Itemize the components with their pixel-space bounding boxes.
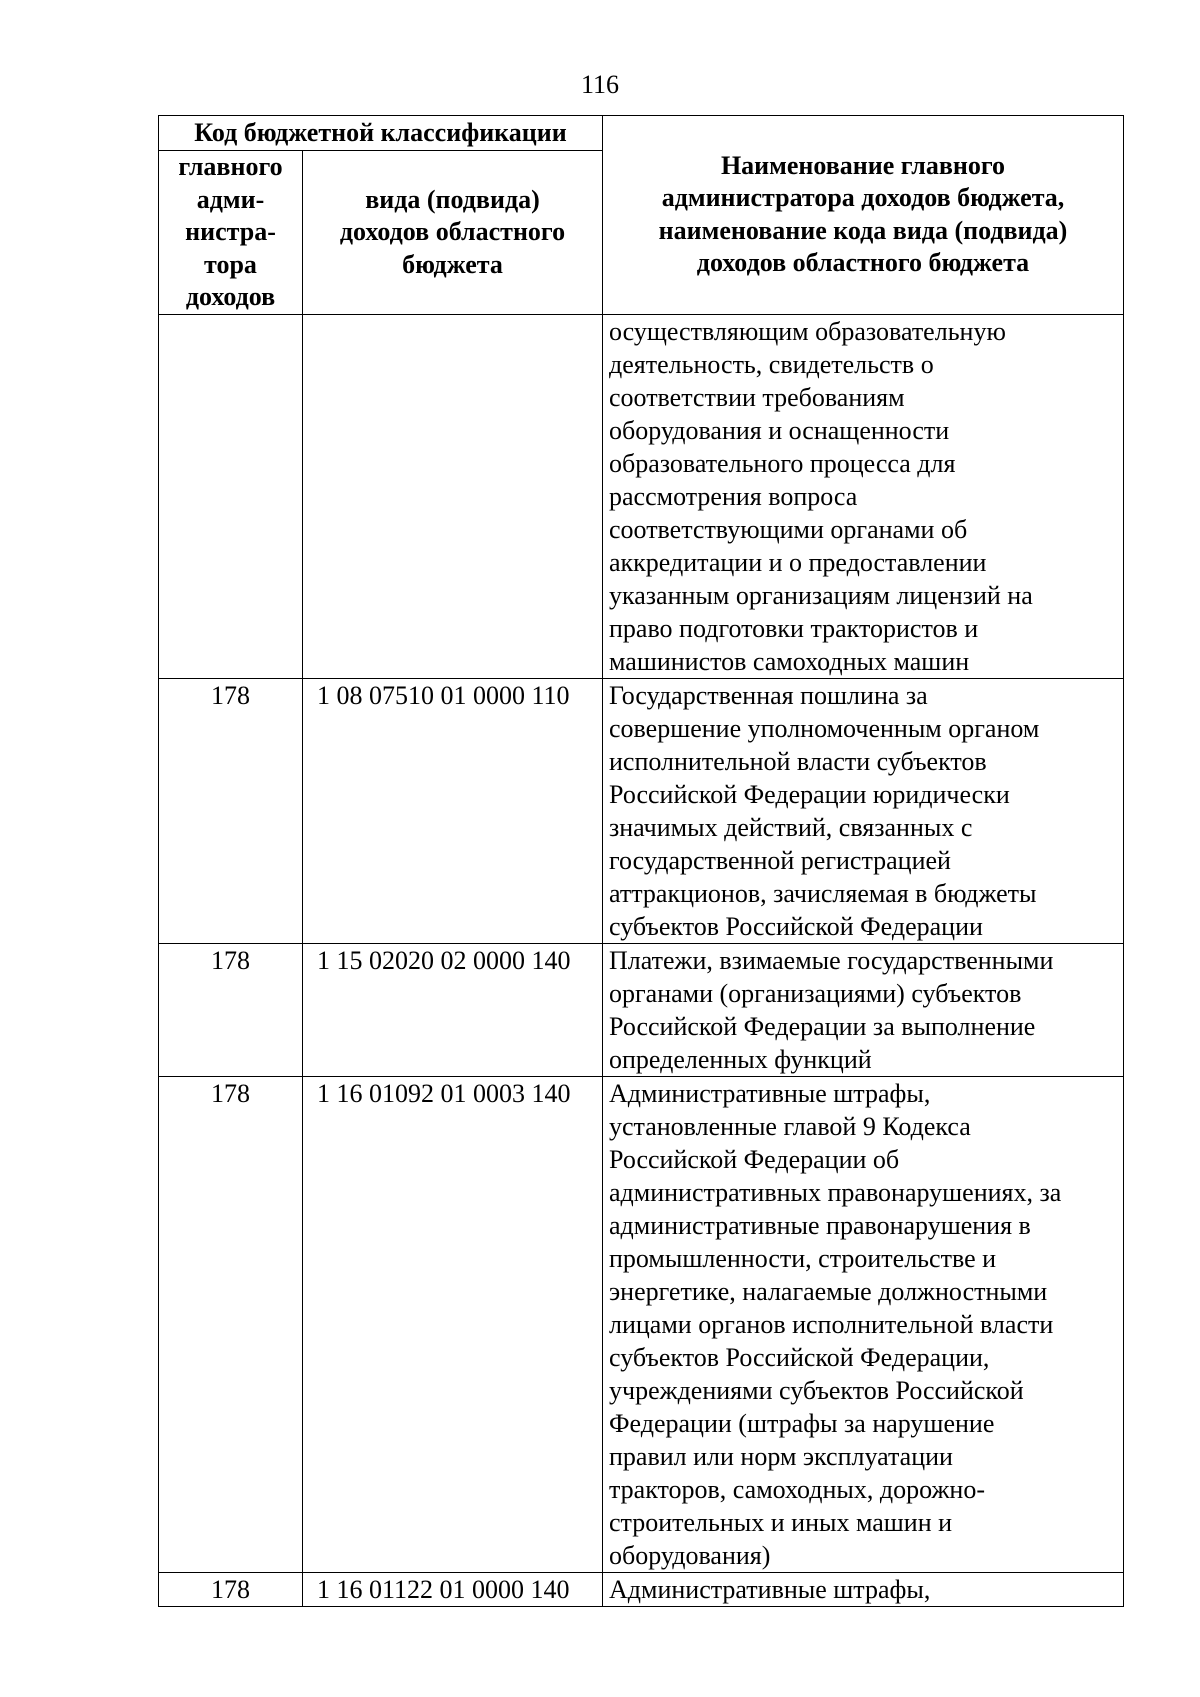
- header-code-line: бюджета: [402, 249, 503, 279]
- income-name-cell: [603, 314, 1124, 678]
- admin-code-cell: [159, 314, 303, 678]
- header-code-line: доходов областного: [339, 217, 566, 246]
- header-name-line: администратора доходов бюджета,: [661, 183, 1065, 213]
- header-budget-classification-code: Код бюджетной классификации: [159, 116, 603, 151]
- income-code-cell: 1 16 01122 01 0000 140: [303, 1572, 603, 1606]
- income-name-cell: [603, 1572, 1124, 1606]
- header-name-line: доходов областного бюджета: [696, 248, 1030, 278]
- income-name-line: субъектов Российской Федерации: [609, 911, 983, 941]
- income-name-line: лицами органов исполнительной власти: [609, 1309, 1054, 1339]
- income-name-line: Административные штрафы,: [609, 1574, 931, 1604]
- income-name-line: Платежи, взимаемые государственными: [609, 945, 1054, 975]
- header-admin-line: доходов: [185, 282, 276, 311]
- header-admin-line: главного: [178, 152, 283, 181]
- table-row: [159, 678, 1124, 943]
- income-name-line: промышленности, строительстве и: [609, 1243, 997, 1273]
- page-number: 116: [580, 70, 620, 99]
- income-name-line: установленные главой 9 Кодекса: [609, 1111, 971, 1141]
- income-name-line: административные правонарушения в: [609, 1210, 1031, 1240]
- income-name-line: Федерации (штрафы за нарушение: [609, 1408, 995, 1438]
- income-code-cell: [303, 314, 603, 678]
- income-name-line: Российской Федерации за выполнение: [609, 1011, 1036, 1041]
- income-code-cell: 1 16 01092 01 0003 140: [303, 1076, 603, 1572]
- income-name-line: органами (организациями) субъектов: [609, 978, 1022, 1008]
- income-name-line: соответствии требованиям: [609, 382, 905, 412]
- income-code-cell: 1 15 02020 02 0000 140: [303, 943, 603, 1076]
- income-name-line: оборудования): [609, 1540, 771, 1570]
- income-name-line: указанным организациям лицензий на: [609, 580, 1033, 610]
- income-name-line: машинистов самоходных машин: [609, 646, 970, 676]
- income-name-line: значимых действий, связанных с: [609, 812, 973, 842]
- income-name-line: энергетике, налагаемые должностными: [609, 1276, 1048, 1306]
- income-name-line: строительных и иных машин и: [609, 1507, 953, 1537]
- income-name-line: Российской Федерации об: [609, 1144, 900, 1174]
- table-row: [159, 1572, 1124, 1606]
- admin-code-cell: 178: [159, 1076, 303, 1572]
- income-name-cell: [603, 1076, 1124, 1572]
- table-row: [159, 943, 1124, 1076]
- budget-classification-table: [158, 115, 1124, 1607]
- header-name-line: Наименование главного: [720, 150, 1006, 180]
- income-name-line: субъектов Российской Федерации,: [609, 1342, 990, 1372]
- income-name-line: право подготовки трактористов и: [609, 613, 979, 643]
- income-name-line: Государственная пошлина за: [609, 680, 928, 710]
- header-name-column: [603, 116, 1124, 315]
- admin-code-cell: 178: [159, 1572, 303, 1606]
- income-name-line: учреждениями субъектов Российской: [609, 1375, 1024, 1405]
- income-name-line: оборудования и оснащенности: [609, 415, 950, 445]
- income-name-line: тракторов, самоходных, дорожно-: [609, 1474, 985, 1504]
- admin-code-cell: 178: [159, 943, 303, 1076]
- header-admin-line: адми-: [196, 184, 265, 214]
- income-name-cell: [603, 943, 1124, 1076]
- income-name-line: образовательного процесса для: [609, 448, 956, 478]
- income-name-line: рассмотрения вопроса: [609, 481, 858, 511]
- income-name-line: совершение уполномоченным органом: [609, 713, 1040, 743]
- header-row-group: [159, 116, 1124, 151]
- header-admin-line: тора: [204, 249, 257, 279]
- income-name-line: Российской Федерации юридически: [609, 779, 1010, 809]
- table-row: [159, 314, 1124, 678]
- income-name-line: аттракционов, зачисляемая в бюджеты: [609, 878, 1037, 908]
- income-name-line: деятельность, свидетельств о: [609, 349, 934, 379]
- income-name-line: соответствующими органами об: [609, 514, 968, 544]
- income-name-line: правил или норм эксплуатации: [609, 1441, 953, 1471]
- header-admin-column: [159, 151, 303, 315]
- header-code-column: [303, 151, 603, 315]
- admin-code-cell: 178: [159, 678, 303, 943]
- income-name-cell: [603, 678, 1124, 943]
- header-admin-line: нистра-: [185, 217, 276, 246]
- table-row: [159, 1076, 1124, 1572]
- header-name-line: наименование кода вида (подвида): [658, 215, 1068, 245]
- table-body: [159, 314, 1124, 1606]
- income-name-line: определенных функций: [609, 1044, 872, 1074]
- income-name-line: административных правонарушениях, за: [609, 1177, 1062, 1207]
- income-name-line: Административные штрафы,: [609, 1078, 931, 1108]
- header-code-line: вида (подвида): [365, 184, 540, 214]
- income-name-line: исполнительной власти субъектов: [609, 746, 987, 776]
- income-code-cell: 1 08 07510 01 0000 110: [303, 678, 603, 943]
- income-name-line: осуществляющим образовательную: [609, 316, 1006, 346]
- income-name-line: аккредитации и о предоставлении: [609, 547, 987, 577]
- income-name-line: государственной регистрацией: [609, 845, 951, 875]
